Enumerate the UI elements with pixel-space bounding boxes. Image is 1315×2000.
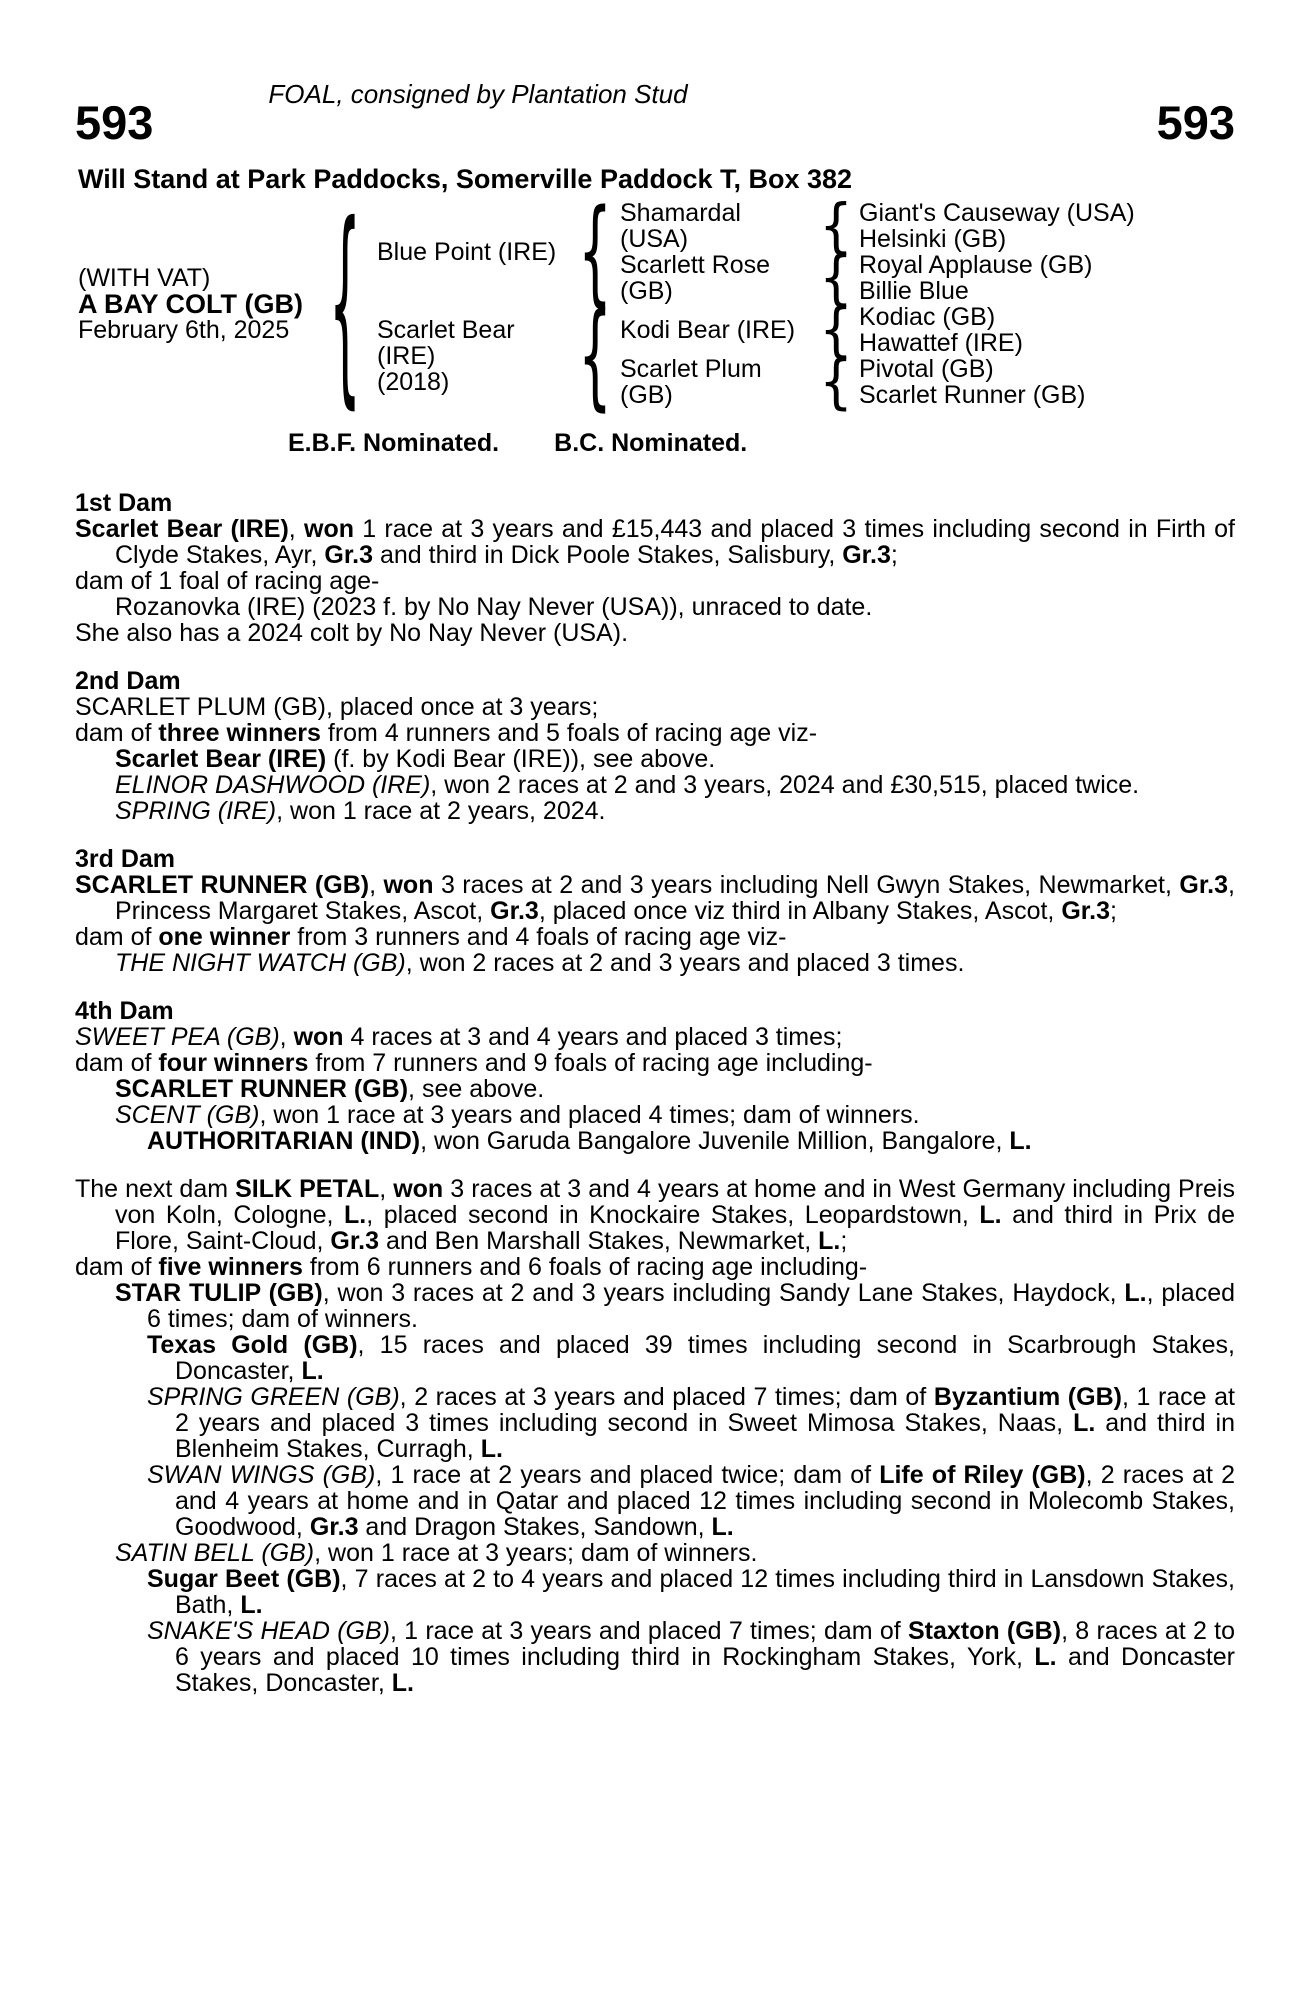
text-run: She also has a 2024 colt by No Nay Never (USA). bbox=[75, 619, 629, 647]
text-run: and Dragon Stakes, Sandown, bbox=[358, 1513, 712, 1541]
text-run: , 1 race at 2 years and placed 3 times including second in Sweet Mimosa Stakes, Naas, bbox=[175, 1383, 1235, 1437]
pedigree-paragraph bbox=[75, 746, 1235, 772]
pedigree-paragraph bbox=[75, 1566, 1235, 1618]
text-run: Gr.3 bbox=[490, 897, 539, 925]
pedigree-unit bbox=[620, 242, 1135, 313]
text-run: SWAN WINGS (GB) bbox=[147, 1461, 376, 1489]
text-run: from 6 runners and 6 foals of racing age including- bbox=[302, 1253, 868, 1281]
text-run: Gr.3 bbox=[324, 541, 374, 569]
text-run: one winner bbox=[158, 923, 291, 951]
text-run: won bbox=[304, 515, 354, 543]
subject-block bbox=[78, 265, 303, 343]
pedigree-paragraph bbox=[75, 1462, 1235, 1540]
text-run: , won 3 races at 2 and 3 years including Sandy Lane Stakes, Haydock, bbox=[322, 1279, 1125, 1307]
text-run: Gr.3 bbox=[1061, 897, 1110, 925]
text-run: Life of Riley (GB) bbox=[879, 1461, 1086, 1489]
text-run: ; bbox=[1109, 897, 1117, 925]
text-run: , see above. bbox=[408, 1075, 545, 1103]
text-run: dam of bbox=[75, 719, 159, 747]
pedigree-brace: { bbox=[819, 346, 853, 417]
dam-name: Scarlet Bear (IRE) bbox=[377, 316, 515, 370]
text-run: Staxton (GB) bbox=[907, 1617, 1062, 1645]
text-run: and third in Dick Poole Stakes, Salisbury, bbox=[373, 541, 843, 569]
dam-heading: 3rd Dam bbox=[75, 845, 176, 873]
text-run: SCARLET PLUM (GB), placed once at 3 years; bbox=[75, 693, 599, 721]
text-run: , placed 6 times; dam of winners. bbox=[147, 1279, 1236, 1333]
lot-number-left: 593 bbox=[75, 96, 154, 149]
text-run: Texas Gold (GB) bbox=[147, 1331, 358, 1359]
text-run: ; bbox=[840, 1227, 848, 1255]
sire-ancestors bbox=[620, 190, 1135, 313]
dam-sire-name: Kodi Bear (IRE) bbox=[620, 316, 796, 344]
text-run: won bbox=[383, 871, 434, 899]
text-run: dam of bbox=[75, 923, 159, 951]
pedigree-paragraph bbox=[75, 1050, 1235, 1076]
sire-name: Blue Point (IRE) bbox=[377, 238, 557, 266]
text-run: from 4 runners and 5 foals of racing age viz- bbox=[320, 719, 818, 747]
text-run: , 1 race at 2 years and placed twice; dam of bbox=[375, 1461, 880, 1489]
pedigree-paragraph bbox=[75, 594, 1235, 620]
pedigree-paragraph bbox=[75, 720, 1235, 746]
ebf-nominated-label: E.B.F. Nominated. bbox=[288, 429, 500, 457]
pedigree-paragraph bbox=[75, 1618, 1235, 1696]
text-run: , won 2 races at 2 and 3 years and placed 3 times. bbox=[405, 949, 965, 977]
text-run: 4 races at 3 and 4 years and placed 3 times; bbox=[343, 1023, 843, 1051]
pedigree-paragraph bbox=[75, 872, 1235, 924]
pedigree-paragraph bbox=[75, 568, 1235, 594]
text-run: Gr.3 bbox=[842, 541, 891, 569]
text-run: , bbox=[379, 1175, 394, 1203]
dam-brace: { bbox=[578, 287, 612, 423]
dam-heading: 1st Dam bbox=[75, 489, 173, 517]
catalogue-sections bbox=[75, 490, 1235, 1696]
text-run: , 2 races at 2 and 4 years at home and in Qatar and placed 12 times including second in Molecomb Stakes, Goodwood, bbox=[175, 1461, 1235, 1541]
text-run: , 15 races and placed 39 times including second in Scarbrough Stakes, Doncaster, bbox=[175, 1331, 1235, 1385]
pedigree-generation-4 bbox=[859, 252, 1092, 304]
dam-heading: 4th Dam bbox=[75, 997, 174, 1025]
pedigree-generation-2 bbox=[377, 183, 1135, 423]
pedigree-paragraph bbox=[75, 798, 1235, 824]
text-run: and third in Blenheim Stakes, Curragh, bbox=[175, 1409, 1236, 1463]
text-run: won bbox=[393, 1175, 444, 1203]
pedigree-brace: { bbox=[819, 294, 853, 365]
text-run: ; bbox=[890, 541, 898, 569]
dam-ancestors bbox=[620, 294, 1086, 417]
text-run: , won 1 race at 2 years, 2024. bbox=[276, 797, 606, 825]
text-run: L. bbox=[240, 1591, 263, 1619]
pedigree-brace: { bbox=[819, 190, 853, 261]
pedigree-unit bbox=[620, 190, 1135, 261]
text-run: three winners bbox=[158, 719, 321, 747]
pedigree-paragraph bbox=[75, 1176, 1235, 1254]
pedigree-unit bbox=[620, 346, 1086, 417]
sire-brace: { bbox=[578, 183, 612, 319]
ancestor-name: Kodiac (GB) bbox=[859, 303, 996, 331]
text-run: five winners bbox=[158, 1253, 303, 1281]
text-run: , placed second in Knockaire Stakes, Leopardstown, bbox=[366, 1201, 980, 1229]
text-run: and Doncaster Stakes, Doncaster, bbox=[175, 1643, 1235, 1697]
vat-note: (WITH VAT) bbox=[78, 264, 211, 292]
ancestor-name: Pivotal (GB) bbox=[859, 355, 994, 383]
text-run: L. bbox=[480, 1435, 503, 1463]
text-run: dam of bbox=[75, 1253, 159, 1281]
text-run: Scarlet Bear (IRE) bbox=[115, 745, 327, 773]
text-run: 3 races at 3 and 4 years at home and in West Germany including Preis von Koln, Cologne, bbox=[115, 1175, 1235, 1229]
text-run: SILK PETAL bbox=[235, 1175, 380, 1203]
text-run: , won 1 race at 3 years and placed 4 times; dam of winners. bbox=[259, 1101, 920, 1129]
pedigree-paragraph bbox=[75, 1540, 1235, 1566]
sire-grandsire-name: Shamardal (USA) bbox=[620, 199, 741, 253]
text-run: , Princess Margaret Stakes, Ascot, bbox=[115, 871, 1235, 925]
pedigree-paragraph bbox=[75, 1024, 1235, 1050]
stand-location: Will Stand at Park Paddocks, Somerville Paddock T, Box 382 bbox=[78, 164, 853, 194]
ancestor-name: Royal Applause (GB) bbox=[859, 251, 1093, 279]
text-run: 3 races at 2 and 3 years including Nell Gwyn Stakes, Newmarket, bbox=[433, 871, 1180, 899]
text-run: 1 race at 3 years and £15,443 and placed 3 times including second in Firth of Clyde Stakes, Ayr, bbox=[115, 515, 1235, 569]
text-run: L. bbox=[344, 1201, 367, 1229]
text-run: , won 1 race at 3 years; dam of winners. bbox=[314, 1539, 758, 1567]
text-run: , won Garuda Bangalore Juvenile Million, Bangalore, bbox=[420, 1127, 1010, 1155]
text-run: The next dam bbox=[75, 1175, 236, 1203]
consignment-title: FOAL, consigned by Plantation Stud bbox=[268, 79, 688, 109]
text-run: dam of 1 foal of racing age- bbox=[75, 567, 380, 595]
dam-section bbox=[75, 846, 1235, 976]
ancestor-name: Scarlet Runner (GB) bbox=[859, 381, 1086, 409]
pedigree-paragraph bbox=[75, 1076, 1235, 1102]
dam-section bbox=[75, 490, 1235, 646]
text-run: L. bbox=[391, 1669, 414, 1697]
text-run: SCARLET RUNNER (GB) bbox=[115, 1075, 409, 1103]
text-run: STAR TULIP (GB) bbox=[115, 1279, 323, 1307]
pedigree-generation-4 bbox=[859, 304, 1023, 356]
text-run: , bbox=[369, 871, 384, 899]
ancestor-name: Billie Blue bbox=[859, 277, 969, 305]
bc-nominated-label: B.C. Nominated. bbox=[554, 429, 748, 457]
text-run: Gr.3 bbox=[330, 1227, 380, 1255]
text-run: won bbox=[293, 1023, 344, 1051]
dam-section bbox=[75, 668, 1235, 824]
text-run: (f. by Kodi Bear (IRE)), see above. bbox=[326, 745, 716, 773]
text-run: SPRING GREEN (GB) bbox=[147, 1383, 400, 1411]
text-run: , 8 races at 2 to 6 years and placed 10 times including third in Rockingham Stakes, York, bbox=[175, 1617, 1235, 1671]
pedigree-paragraph bbox=[75, 950, 1235, 976]
text-run: Gr.3 bbox=[1179, 871, 1229, 899]
text-run: L. bbox=[1034, 1643, 1057, 1671]
text-run: , 7 races at 2 to 4 years and placed 12 times including third in Lansdown Stakes, Bath, bbox=[175, 1565, 1235, 1619]
pedigree-paragraph bbox=[75, 1102, 1235, 1128]
text-run: four winners bbox=[158, 1049, 309, 1077]
pedigree-paragraph bbox=[75, 924, 1235, 950]
text-run: SWEET PEA (GB) bbox=[75, 1023, 280, 1051]
text-run: L. bbox=[979, 1201, 1002, 1229]
ancestor-name: Hawattef (IRE) bbox=[859, 329, 1023, 357]
lot-name: A BAY COLT (GB) bbox=[78, 289, 304, 319]
text-run: , 2 races at 3 years and placed 7 times; dam of bbox=[399, 1383, 934, 1411]
text-run: dam of bbox=[75, 1049, 159, 1077]
text-run: L. bbox=[1124, 1279, 1147, 1307]
text-run: SCENT (GB) bbox=[115, 1101, 260, 1129]
pedigree-paragraph bbox=[75, 1254, 1235, 1280]
text-run: , bbox=[279, 1023, 294, 1051]
pedigree-paragraph bbox=[75, 772, 1235, 798]
pedigree-paragraph bbox=[75, 620, 1235, 646]
lot-number-row bbox=[75, 98, 1235, 148]
lot-number-right: 593 bbox=[1156, 96, 1235, 149]
pedigree-paragraph bbox=[75, 516, 1235, 568]
nominations-row bbox=[78, 430, 747, 456]
pedigree-paragraph bbox=[75, 1280, 1235, 1332]
text-run: SCARLET RUNNER (GB) bbox=[75, 871, 370, 899]
text-run: Byzantium (GB) bbox=[933, 1383, 1122, 1411]
text-run: SPRING (IRE) bbox=[115, 797, 277, 825]
text-run: Scarlet Bear (IRE) bbox=[75, 515, 289, 543]
foaling-date: February 6th, 2025 bbox=[78, 316, 290, 344]
text-run: Sugar Beet (GB) bbox=[147, 1565, 341, 1593]
text-run: L. bbox=[1073, 1409, 1096, 1437]
text-run: ELINOR DASHWOOD (IRE) bbox=[115, 771, 431, 799]
text-run: SNAKE'S HEAD (GB) bbox=[147, 1617, 390, 1645]
dam-year: (2018) bbox=[377, 368, 450, 396]
dam-name-block bbox=[377, 317, 572, 395]
pedigree-paragraph bbox=[75, 1384, 1235, 1462]
text-run: , placed once viz third in Albany Stakes, Ascot, bbox=[538, 897, 1062, 925]
dam-dam-name: Scarlet Plum (GB) bbox=[620, 355, 762, 409]
text-run: , won 2 races at 2 and 3 years, 2024 and £30,515, placed twice. bbox=[430, 771, 1140, 799]
dam-section bbox=[75, 1176, 1235, 1696]
ancestor-name: Helsinki (GB) bbox=[859, 225, 1007, 253]
text-run: AUTHORITARIAN (IND) bbox=[147, 1127, 421, 1155]
text-run: Rozanovka (IRE) (2023 f. by No Nay Never (USA)), unraced to date. bbox=[115, 593, 873, 621]
text-run: Gr.3 bbox=[309, 1513, 359, 1541]
text-run: SATIN BELL (GB) bbox=[115, 1539, 315, 1567]
text-run: THE NIGHT WATCH (GB) bbox=[115, 949, 406, 977]
text-run: , 1 race at 3 years and placed 7 times; dam of bbox=[389, 1617, 908, 1645]
ancestor-name: Giant's Causeway (USA) bbox=[859, 199, 1135, 227]
pedigree-main-brace: { bbox=[329, 176, 361, 429]
pedigree-paragraph bbox=[75, 1332, 1235, 1384]
dam-section bbox=[75, 998, 1235, 1154]
text-run: from 3 runners and 4 foals of racing age viz- bbox=[290, 923, 787, 951]
text-run: L. bbox=[301, 1357, 324, 1385]
dam-heading: 2nd Dam bbox=[75, 667, 181, 695]
pedigree-paragraph bbox=[75, 1128, 1235, 1154]
text-run: L. bbox=[1009, 1127, 1032, 1155]
pedigree-paragraph bbox=[75, 694, 1235, 720]
text-run: L. bbox=[711, 1513, 734, 1541]
pedigree-generation-4 bbox=[859, 200, 1135, 252]
text-run: from 7 runners and 9 foals of racing age including- bbox=[308, 1049, 873, 1077]
text-run: and Ben Marshall Stakes, Newmarket, bbox=[379, 1227, 819, 1255]
pedigree-generation-4 bbox=[859, 356, 1085, 408]
text-run: L. bbox=[818, 1227, 841, 1255]
text-run: and third in Prix de Flore, Saint-Cloud, bbox=[115, 1201, 1236, 1255]
text-run: , bbox=[288, 515, 304, 543]
pedigree-brace: { bbox=[819, 242, 853, 313]
sire-granddam-name: Scarlett Rose (GB) bbox=[620, 251, 771, 305]
